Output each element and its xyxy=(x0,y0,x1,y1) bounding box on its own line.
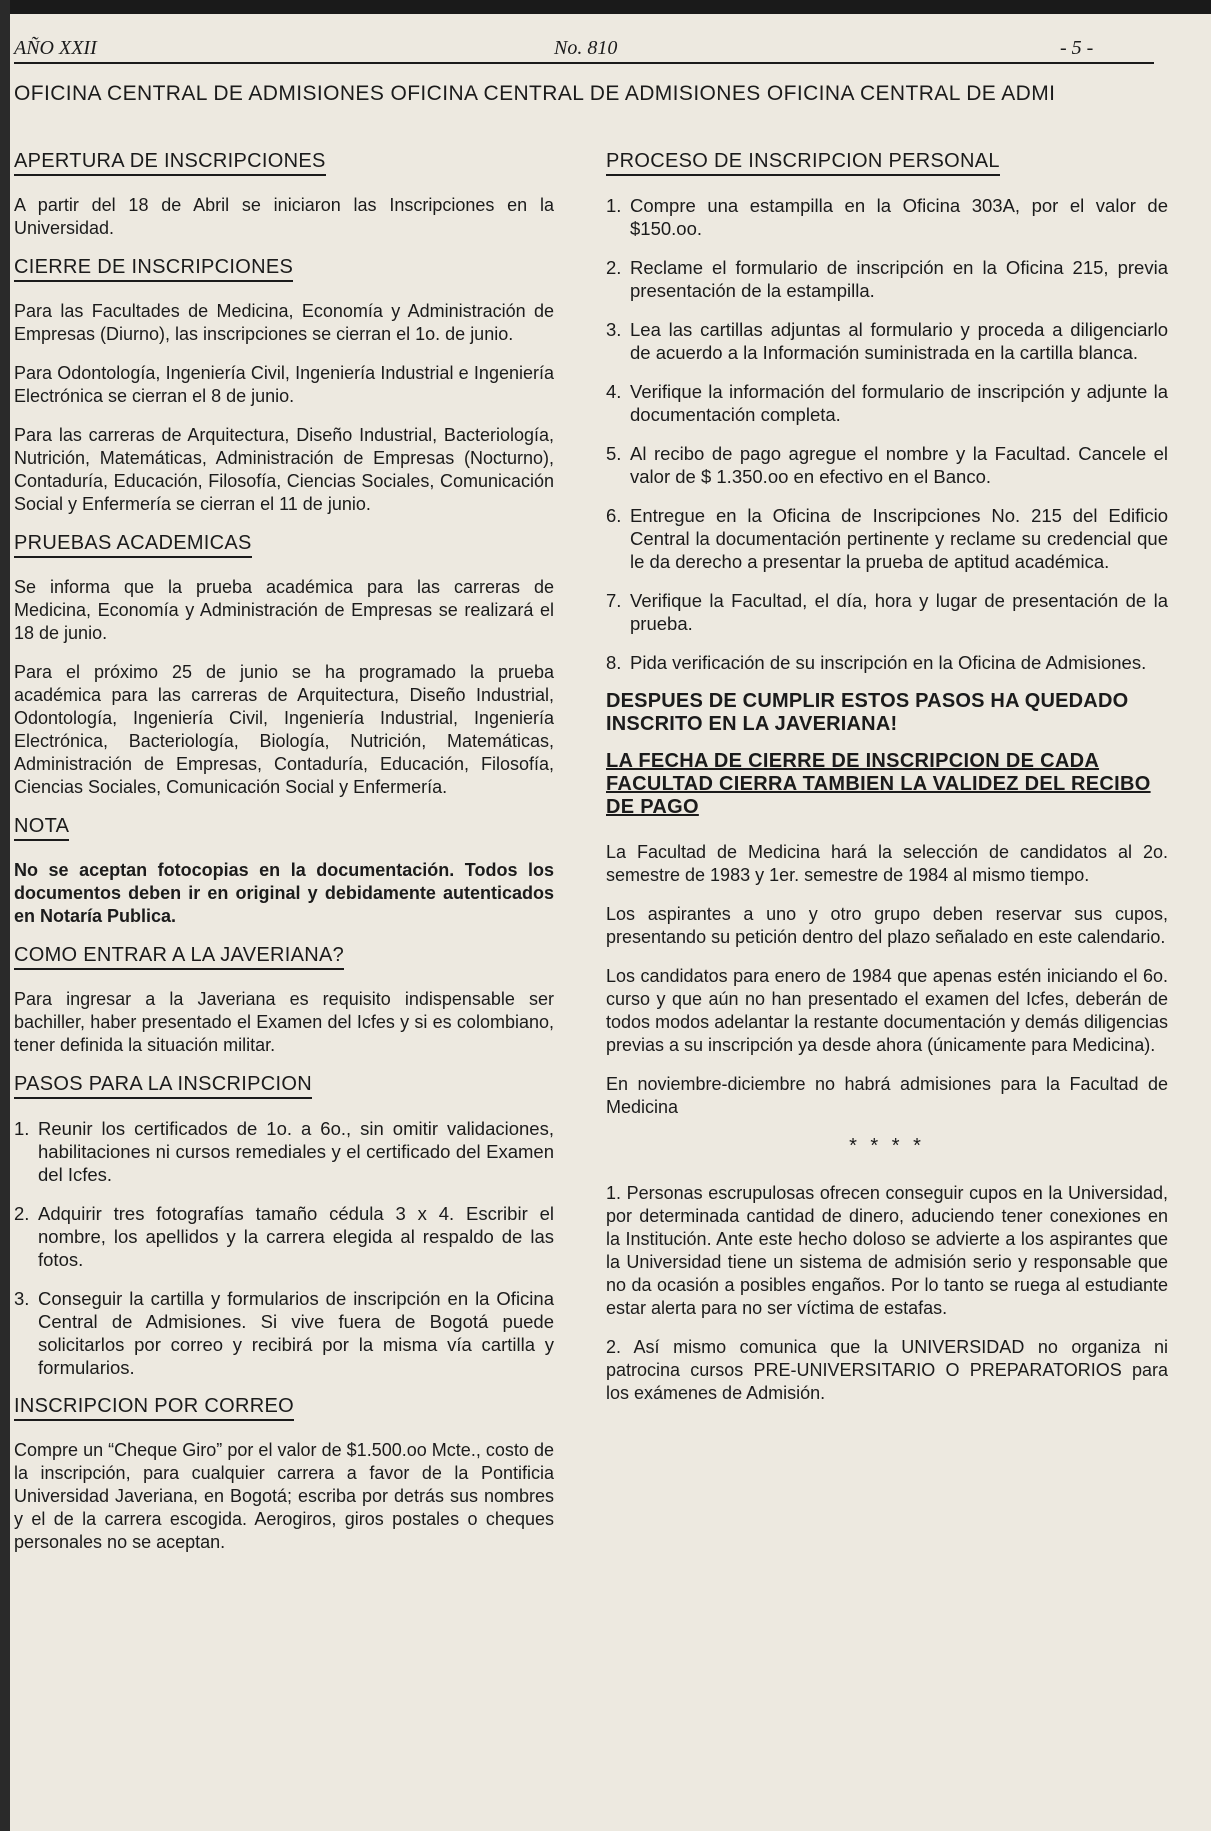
aviso-paragraph: 1. Personas escrupulosas ofrecen conseguir cupos en la Universidad, por determinada cantidad de dinero, aduciendo tener conexiones en la Institución. Ante este hecho doloso se advierte a los aspirantes que la Universidad tiene un sistema de admisión serio y responsable que no da ocasión a posibles engaños. Por lo tanto se ruega al estudiante estar alerta para no ser víctima de estafas. xyxy=(606,1183,1168,1318)
proceso-step xyxy=(606,589,1168,635)
pruebas-paragraph: Se informa que la prueba académica para las carreras de Medicina, Economía y Administración de Empresas se realizará el 18 de junio. xyxy=(14,577,554,643)
paso-item xyxy=(14,1287,554,1379)
office-banner: OFICINA CENTRAL DE ADMISIONES OFICINA CENTRAL DE ADMISIONES OFICINA CENTRAL DE ADMI xyxy=(14,82,1056,105)
paso-number: 1. xyxy=(14,1118,30,1139)
nota-text: No se aceptan fotocopias en la documentación. Todos los documentos deben ir en original y debidamente autenticados en Notaría Publica. xyxy=(14,860,554,926)
heading-pasos: PASOS PARA LA INSCRIPCION xyxy=(14,1073,312,1099)
page-number: - 5 - xyxy=(1060,37,1094,59)
step-text: Pida verificación de su inscripción en la Oficina de Admisiones. xyxy=(630,652,1147,673)
step-number: 3. xyxy=(606,319,622,340)
heading-correo: INSCRIPCION POR CORREO xyxy=(14,1395,294,1421)
cierre-paragraph: Para las carreras de Arquitectura, Diseño Industrial, Bacteriología, Nutrición, Matemáticas, Administración de Empresas (Nocturno), Contaduría, Educación, Filosofía, Ciencias Sociales, Comunicación Social y Enfermería se cierran el 11 de junio. xyxy=(14,425,554,514)
page-header xyxy=(14,34,1154,64)
paso-item xyxy=(14,1202,554,1271)
step-number: 2. xyxy=(606,257,622,278)
heading-cierre: CIERRE DE INSCRIPCIONES xyxy=(14,256,293,282)
proceso-step xyxy=(606,256,1168,302)
heading-nota: NOTA xyxy=(14,815,69,841)
pruebas-paragraph: Para el próximo 25 de junio se ha programado la prueba académica para las carreras de Arquitectura, Diseño Industrial, Odontología, Ingeniería Civil, Ingeniería Industrial, Ingeniería Electrónica, Bacteriología, Biología, Nutrición, Matemáticas, Administración de Empresas, Contaduría, Educación, Filosofía, Ciencias Sociales, Comunicación Social y Enfermería. xyxy=(14,662,554,797)
medicina-paragraph: En noviembre-diciembre no habrá admisiones para la Facultad de Medicina xyxy=(606,1074,1168,1117)
left-column xyxy=(14,150,554,1570)
step-text: Verifique la Facultad, el día, hora y lugar de presentación de la prueba. xyxy=(630,590,1168,634)
step-text: Compre una estampilla en la Oficina 303A, por el valor de $150.oo. xyxy=(630,195,1168,239)
medicina-paragraph: Los candidatos para enero de 1984 que apenas estén iniciando el 6o. curso y que aún no han presentado el examen del Icfes, deberán de todos modos adelantar la restante documentación y demás diligencias previas a su inscripción ya desde ahora (únicamente para Medicina). xyxy=(606,966,1168,1055)
proceso-step xyxy=(606,194,1168,240)
cierre-paragraph: Para Odontología, Ingeniería Civil, Ingeniería Industrial e Ingeniería Electrónica se cierran el 8 de junio. xyxy=(14,363,554,406)
cierre-paragraph: Para las Facultades de Medicina, Economía y Administración de Empresas (Diurno), las inscripciones se cierran el 1o. de junio. xyxy=(14,301,554,344)
binding-edge xyxy=(0,0,10,1831)
medicina-paragraph: La Facultad de Medicina hará la selección de candidatos al 2o. semestre de 1983 y 1er. semestre de 1984 al mismo tiempo. xyxy=(606,842,1168,885)
step-text: Reclame el formulario de inscripción en la Oficina 215, previa presentación de la estampilla. xyxy=(630,257,1168,301)
step-number: 5. xyxy=(606,443,622,464)
paso-text: Adquirir tres fotografías tamaño cédula 3 x 4. Escribir el nombre, los apellidos y la carrera elegida al respaldo de las fotos. xyxy=(38,1203,554,1270)
step-number: 8. xyxy=(606,652,622,673)
aviso-paragraph: 2. Así mismo comunica que la UNIVERSIDAD no organiza ni patrocina cursos PRE-UNIVERSITARIO O PREPARATORIOS para los exámenes de Admisión. xyxy=(606,1337,1168,1403)
correo-text: Compre un “Cheque Giro” por el valor de $1.500.oo Mcte., costo de la inscripción, para cualquier carrera a favor de la Pontificia Universidad Javeriana, en Bogotá; escriba por detrás sus nombres y el de la carrera escogida. Aerogiros, giros postales o cheques personales no se aceptan. xyxy=(14,1440,554,1552)
volume-label: AÑO XXII xyxy=(14,37,97,59)
proceso-step xyxy=(606,318,1168,364)
step-number: 6. xyxy=(606,505,622,526)
paso-text: Conseguir la cartilla y formularios de inscripción en la Oficina Central de Admisiones. Si vive fuera de Bogotá puede solicitarlos por correo y recibirá por la misma vía cartilla y formularios. xyxy=(38,1288,554,1378)
paso-number: 2. xyxy=(14,1203,30,1224)
proceso-step xyxy=(606,380,1168,426)
step-text: Lea las cartillas adjuntas al formulario y proceda a diligenciarlo de acuerdo a la Información suministrada en la cartilla blanca. xyxy=(630,319,1168,363)
step-text: Entregue en la Oficina de Inscripciones No. 215 del Edificio Central la documentación pertinente y reclame su credencial que le da derecho a presentar la prueba de aptitud académica. xyxy=(630,505,1168,572)
paso-number: 3. xyxy=(14,1288,30,1309)
heading-proceso: PROCESO DE INSCRIPCION PERSONAL xyxy=(606,150,1000,176)
step-text: Al recibo de pago agregue el nombre y la Facultad. Cancele el valor de $ 1.350.oo en efectivo en el Banco. xyxy=(630,443,1168,487)
top-edge-shadow xyxy=(0,0,1211,14)
step-text: Verifique la información del formulario de inscripción y adjunte la documentación completa. xyxy=(630,381,1168,425)
despues-notice: DESPUES DE CUMPLIR ESTOS PASOS HA QUEDADO INSCRITO EN LA JAVERIANA! xyxy=(606,690,1129,735)
apertura-text: A partir del 18 de Abril se iniciaron las Inscripciones en la Universidad. xyxy=(14,195,554,238)
right-column xyxy=(606,150,1168,1421)
proceso-step xyxy=(606,504,1168,573)
como-entrar-text: Para ingresar a la Javeriana es requisito indispensable ser bachiller, haber presentado el Examen del Icfes y si es colombiano, tener definida la situación militar. xyxy=(14,989,554,1055)
section-separator: * * * * xyxy=(849,1135,925,1157)
paso-item xyxy=(14,1117,554,1186)
medicina-paragraph: Los aspirantes a uno y otro grupo deben reservar sus cupos, presentando su petición dentro del plazo señalado en este calendario. xyxy=(606,904,1168,947)
heading-pruebas: PRUEBAS ACADEMICAS xyxy=(14,532,252,558)
paso-text: Reunir los certificados de 1o. a 6o., sin omitir validaciones, habilitaciones ni cursos remediales y el certificado del Examen del Icfes. xyxy=(38,1118,554,1185)
fecha-cierre-notice: LA FECHA DE CIERRE DE INSCRIPCION DE CADA FACULTAD CIERRA TAMBIEN LA VALIDEZ DEL RECIBO DE PAGO xyxy=(606,750,1151,818)
proceso-step xyxy=(606,651,1168,674)
heading-apertura: APERTURA DE INSCRIPCIONES xyxy=(14,150,326,176)
heading-como-entrar: COMO ENTRAR A LA JAVERIANA? xyxy=(14,944,344,970)
step-number: 4. xyxy=(606,381,622,402)
step-number: 7. xyxy=(606,590,622,611)
step-number: 1. xyxy=(606,195,622,216)
issue-number: No. 810 xyxy=(554,37,618,59)
proceso-step xyxy=(606,442,1168,488)
